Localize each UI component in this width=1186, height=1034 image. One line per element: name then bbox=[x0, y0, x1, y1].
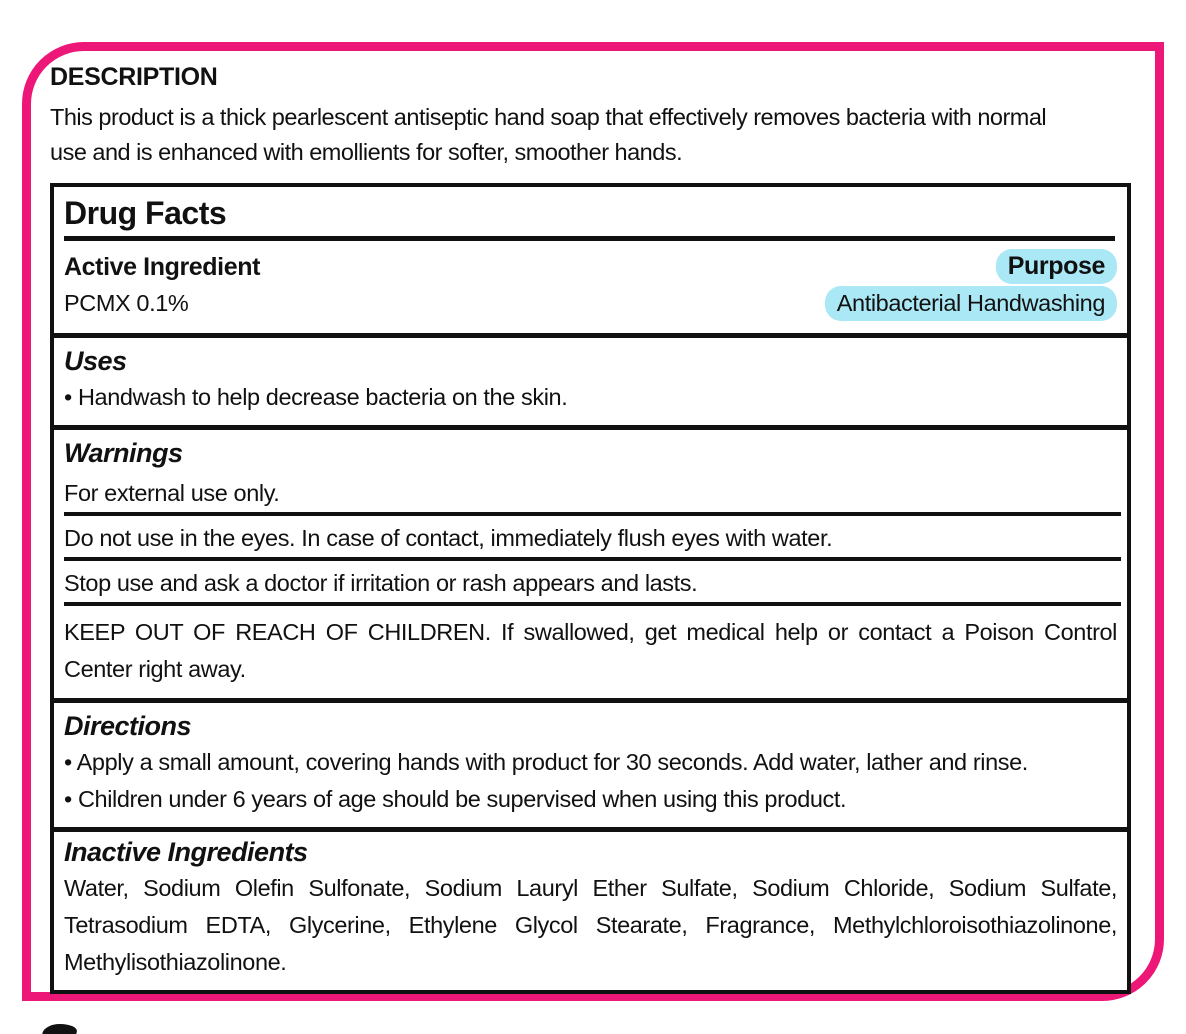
drug-facts-box bbox=[50, 183, 1131, 994]
warning-row: For external use only. bbox=[64, 480, 280, 506]
directions-item: • Children under 6 years of age should be supervised when using this product. bbox=[64, 786, 847, 812]
warning-row: Do not use in the eyes. In case of contact, immediately flush eyes with water. bbox=[64, 525, 833, 551]
warning-row: Stop use and ask a doctor if irritation or rash appears and lasts. bbox=[64, 570, 698, 596]
inactive-ingredients-heading: Inactive Ingredients bbox=[64, 837, 308, 867]
warnings-heading: Warnings bbox=[64, 438, 183, 468]
purpose-heading-highlight: Purpose bbox=[996, 249, 1117, 284]
active-ingredient-heading: Active Ingredient bbox=[64, 253, 261, 281]
uses-section bbox=[54, 338, 1127, 425]
keep-out-line: KEEP OUT OF REACH OF CHILDREN. If swallowed, get medical help or contact a Poison Control bbox=[64, 619, 1117, 645]
active-ingredient-row bbox=[54, 241, 1127, 333]
inactive-ingredients-line: Water, Sodium Olefin Sulfonate, Sodium Lauryl Ether Sulfate, Sodium Chloride, Sodium Sulfate, bbox=[64, 875, 1117, 901]
inactive-ingredients-line: Methylisothiazolinone. bbox=[64, 949, 287, 975]
inactive-ingredients-section bbox=[54, 832, 1127, 990]
description-text-line: use and is enhanced with emollients for softer, smoother hands. bbox=[50, 139, 683, 165]
keep-out-line: Center right away. bbox=[64, 656, 246, 682]
keep-out-warning bbox=[54, 606, 1127, 690]
uses-heading: Uses bbox=[64, 346, 127, 376]
label-content bbox=[50, 62, 1131, 994]
uses-item: • Handwash to help decrease bacteria on the skin. bbox=[64, 384, 568, 410]
cut-off-graphic bbox=[41, 1024, 78, 1034]
directions-item: • Apply a small amount, covering hands with product for 30 seconds. Add water, lather and rinse. bbox=[64, 749, 1028, 775]
warnings-section bbox=[54, 430, 1127, 698]
directions-section bbox=[54, 703, 1127, 827]
description-text-line: This product is a thick pearlescent antiseptic hand soap that effectively removes bacteria with normal bbox=[50, 104, 1047, 130]
active-ingredient-column bbox=[64, 249, 260, 321]
purpose-value-highlight: Antibacterial Handwashing bbox=[825, 286, 1117, 321]
directions-heading: Directions bbox=[64, 711, 192, 741]
active-ingredient-value: PCMX 0.1% bbox=[64, 290, 189, 316]
description-heading: DESCRIPTION bbox=[50, 63, 218, 91]
inactive-ingredients-line: Tetrasodium EDTA, Glycerine, Ethylene Glycol Stearate, Fragrance, Methylchloroisothiazolinone, bbox=[64, 912, 1117, 938]
purpose-column bbox=[825, 249, 1117, 323]
drug-facts-title: Drug Facts bbox=[64, 195, 227, 231]
